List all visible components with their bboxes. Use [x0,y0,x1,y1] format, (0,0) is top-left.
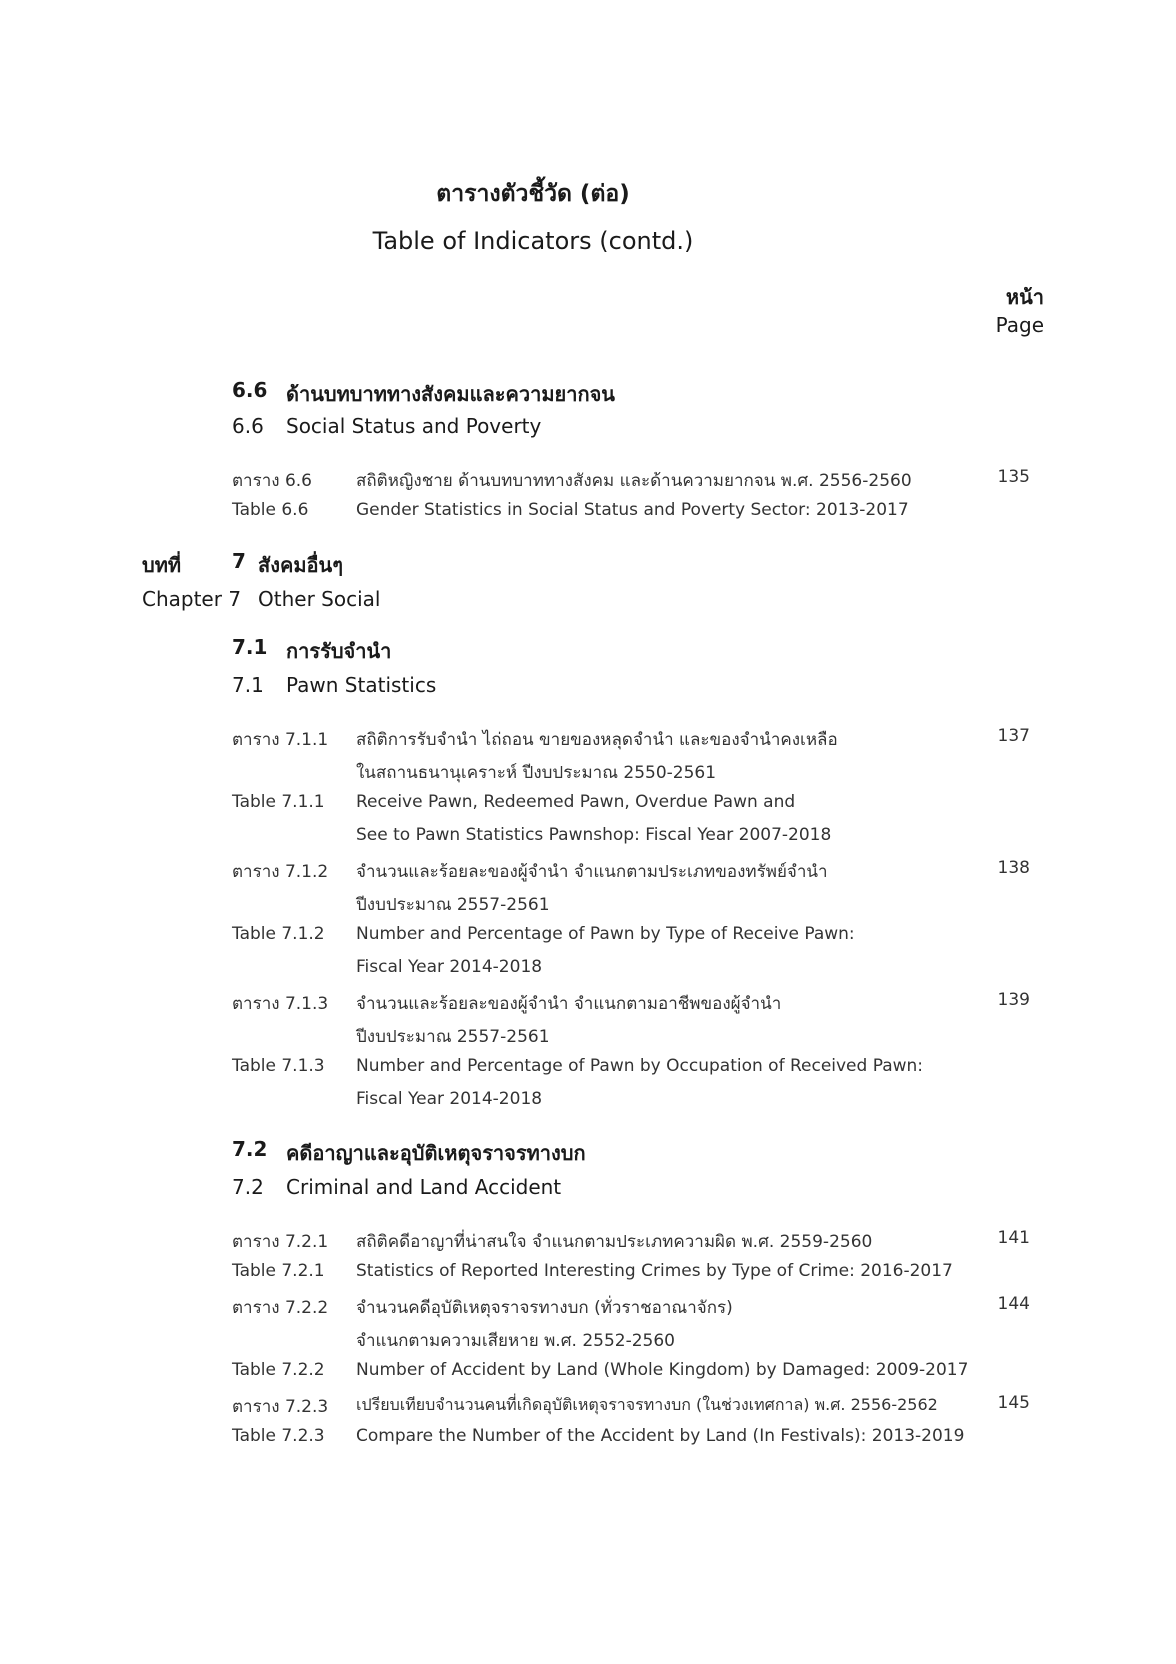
table-7-2-1-label-thai: ตาราง 7.2.1 [232,1232,329,1252]
chapter-7-label-thai: บทที่ [142,553,182,577]
section-6-6-title-english: Social Status and Poverty [286,414,542,438]
page-title-english: Table of Indicators (contd.) [372,227,694,255]
table-7-1-2-title-english: Number and Percentage of Pawn by Type of Receive Pawn: [356,924,855,944]
section-6-6-number-english: 6.6 [232,414,264,438]
table-7-2-3-title-thai: เปรียบเทียบจำนวนคนที่เกิดอุบัติเหตุจราจรทางบก (ในช่วงเทศกาล) พ.ศ. 2556-2562 [356,1395,938,1414]
section-7-1-number-thai: 7.1 [232,635,268,659]
table-7-2-1-title-english: Statistics of Reported Interesting Crimes by Type of Crime: 2016-2017 [356,1261,953,1281]
table-7-2-3-label-english: Table 7.2.3 [232,1426,325,1446]
table-7-1-1-title-english-line2: See to Pawn Statistics Pawnshop: Fiscal Year 2007-2018 [356,825,832,845]
section-7-1-title-english: Pawn Statistics [286,673,437,697]
table-7-2-2-label-english: Table 7.2.2 [232,1360,325,1380]
table-6-6-title-english: Gender Statistics in Social Status and Poverty Sector: 2013-2017 [356,500,909,520]
table-7-1-2-title-thai: จำนวนและร้อยละของผู้จำนำ จำแนกตามประเภทของทรัพย์จำนำ [356,862,828,882]
section-7-2-title-thai: คดีอาญาและอุบัติเหตุจราจรทางบก [286,1141,586,1165]
table-7-1-1-title-thai: สถิติการรับจำนำ ไถ่ถอน ขายของหลุดจำนำ และของจำนำคงเหลือ [356,730,838,750]
table-6-6-label-english: Table 6.6 [232,500,309,520]
section-7-2-title-english: Criminal and Land Accident [286,1175,562,1199]
table-7-1-2-label-english: Table 7.1.2 [232,924,325,944]
page-title-thai: ตารางตัวชี้วัด (ต่อ) [436,181,630,207]
table-7-1-2-title-thai-line2: ปีงบประมาณ 2557-2561 [356,895,550,915]
table-7-1-3-label-english: Table 7.1.3 [232,1056,325,1076]
chapter-7-number-thai: 7 [232,549,246,573]
section-7-2-number-english: 7.2 [232,1175,264,1199]
table-6-6-label-thai: ตาราง 6.6 [232,471,313,491]
section-6-6-title-thai: ด้านบทบาททางสังคมและความยากจน [286,382,615,406]
chapter-7-title-english: Other Social [258,587,381,611]
section-7-1-title-thai: การรับจำนำ [286,639,392,663]
table-7-1-3-title-thai: จำนวนและร้อยละของผู้จำนำ จำแนกตามอาชีพของผู้จำนำ [356,994,782,1014]
table-7-1-3-title-thai-line2: ปีงบประมาณ 2557-2561 [356,1027,550,1047]
page-column-header-english: Page [995,313,1044,337]
table-7-2-1-title-thai: สถิติคดีอาญาที่น่าสนใจ จำแนกตามประเภทความผิด พ.ศ. 2559-2560 [356,1232,873,1252]
table-7-2-2-page: 144 [997,1294,1030,1314]
table-6-6-page: 135 [997,467,1030,487]
table-7-2-2-title-thai: จำนวนคดีอุบัติเหตุจราจรทางบก (ทั่วราชอาณาจักร) [356,1298,733,1318]
table-7-1-1-page: 137 [997,726,1030,746]
table-7-2-1-label-english: Table 7.2.1 [232,1261,325,1281]
page-column-header-thai: หน้า [1005,285,1044,309]
table-7-1-3-title-english-line2: Fiscal Year 2014-2018 [356,1089,543,1109]
table-7-1-1-label-thai: ตาราง 7.1.1 [232,730,329,750]
table-7-2-2-title-english: Number of Accident by Land (Whole Kingdom) by Damaged: 2009-2017 [356,1360,969,1380]
chapter-7-title-thai: สังคมอื่นๆ [258,553,343,577]
table-7-1-3-label-thai: ตาราง 7.1.3 [232,994,329,1014]
table-7-1-1-title-thai-line2: ในสถานธนานุเคราะห์ ปีงบประมาณ 2550-2561 [356,763,717,783]
table-7-2-1-page: 141 [997,1228,1030,1248]
table-7-2-3-title-english: Compare the Number of the Accident by Land (In Festivals): 2013-2019 [356,1426,965,1446]
section-7-2-number-thai: 7.2 [232,1137,268,1161]
chapter-7-label-english: Chapter 7 [142,587,242,611]
table-7-1-1-title-english: Receive Pawn, Redeemed Pawn, Overdue Pawn and [356,792,796,812]
table-7-1-3-title-english: Number and Percentage of Pawn by Occupation of Received Pawn: [356,1056,924,1076]
table-7-2-2-label-thai: ตาราง 7.2.2 [232,1298,329,1318]
table-7-2-2-title-thai-line2: จำแนกตามความเสียหาย พ.ศ. 2552-2560 [356,1331,675,1351]
section-6-6-number-thai: 6.6 [232,378,268,402]
table-7-1-2-label-thai: ตาราง 7.1.2 [232,862,329,882]
section-7-1-number-english: 7.1 [232,673,264,697]
table-7-1-2-page: 138 [997,858,1030,878]
table-7-2-3-label-thai: ตาราง 7.2.3 [232,1397,329,1417]
table-7-2-3-page: 145 [997,1393,1030,1413]
table-7-1-1-label-english: Table 7.1.1 [232,792,325,812]
table-7-1-3-page: 139 [997,990,1030,1010]
table-7-1-2-title-english-line2: Fiscal Year 2014-2018 [356,957,543,977]
table-6-6-title-thai: สถิติหญิงชาย ด้านบทบาททางสังคม และด้านความยากจน พ.ศ. 2556-2560 [356,471,912,491]
